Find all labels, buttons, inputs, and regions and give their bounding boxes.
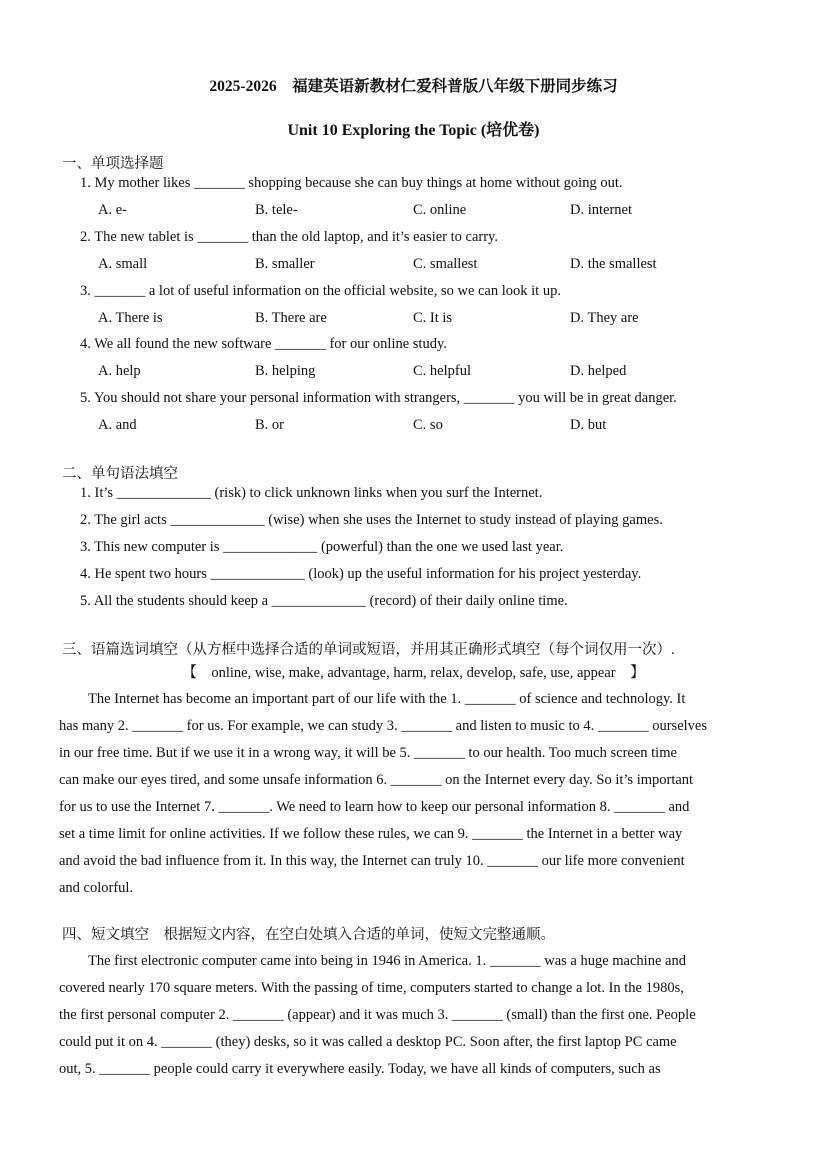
section2-heading: 二、单句语法填空 <box>62 466 178 482</box>
mc-option: D. internet <box>570 202 633 218</box>
mc-option: B. smaller <box>255 256 315 272</box>
passage-line: the first personal computer 2. _______ (appear) and it was much 3. _______ (small) than the first one. People <box>59 1007 696 1023</box>
mc-option: B. There are <box>255 310 327 326</box>
mc-option: A. e- <box>98 202 127 218</box>
passage-line: for us to use the Internet 7. _______. We need to learn how to keep our personal information 8. _______ and <box>59 799 690 815</box>
mc-question-stem: 2. The new tablet is _______ than the old laptop, and it’s easier to carry. <box>80 229 498 245</box>
mc-option: A. small <box>98 256 148 272</box>
passage-line: covered nearly 170 square meters. With the passing of time, computers started to change a lot. In the 1980s, <box>59 980 684 996</box>
mc-question-stem: 5. You should not share your personal information with strangers, _______ you will be in great danger. <box>80 390 677 406</box>
word-box: 【 online, wise, make, advantage, harm, relax, develop, safe, use, appear 】 <box>182 665 645 681</box>
mc-option: D. the smallest <box>570 256 657 272</box>
mc-option: C. online <box>413 202 467 218</box>
mc-option: C. smallest <box>413 256 478 272</box>
grammar-fill-item: 5. All the students should keep a _____________ (record) of their daily online time. <box>80 593 568 609</box>
passage-line: set a time limit for online activities. If we follow these rules, we can 9. _______ the Internet in a better way <box>59 826 683 842</box>
mc-option: B. or <box>255 417 284 433</box>
grammar-fill-item: 4. He spent two hours _____________ (look) up the useful information for his project yesterday. <box>80 566 642 582</box>
cloze-passage <box>59 686 768 902</box>
section1-heading: 一、单项选择题 <box>62 156 164 172</box>
passage-line: in our free time. But if we use it in a wrong way, it will be 5. _______ to our health. Too much screen time <box>59 745 677 761</box>
grammar-fill-item: 3. This new computer is _____________ (powerful) than the one we used last year. <box>80 539 564 555</box>
mc-question-stem: 1. My mother likes _______ shopping because she can buy things at home without going out. <box>80 175 623 191</box>
mc-option: C. It is <box>413 310 453 326</box>
mc-question-stem: 4. We all found the new software _______ for our online study. <box>80 336 447 352</box>
passage-line: and colorful. <box>59 880 134 896</box>
passage-line: can make our eyes tired, and some unsafe information 6. _______ on the Internet every day. So it’s important <box>59 772 694 788</box>
page-title: 2025-2026 福建英语新教材仁爱科普版八年级下册同步练习 <box>209 78 618 95</box>
grammar-fill-item: 2. The girl acts _____________ (wise) when she uses the Internet to study instead of playing games. <box>80 512 663 528</box>
section3-heading: 三、语篇选词填空（从方框中选择合适的单词或短语，并用其正确形式填空（每个词仅用一次）. <box>62 642 675 658</box>
mc-option: B. tele- <box>255 202 298 218</box>
passage-line: could put it on 4. _______ (they) desks, so it was called a desktop PC. Soon after, the first laptop PC came <box>59 1034 677 1050</box>
section4-heading: 四、短文填空 根据短文内容，在空白处填入合适的单词，使短文完整通顺。 <box>62 927 555 943</box>
passage-line: has many 2. _______ for us. For example, we can study 3. _______ and listen to music to 4. _______ ourselves <box>59 718 707 734</box>
mc-option: A. help <box>98 363 141 379</box>
grammar-fill-item: 1. It’s _____________ (risk) to click unknown links when you surf the Internet. <box>80 485 543 501</box>
mc-option: C. helpful <box>413 363 471 379</box>
passage-line: and avoid the bad influence from it. In this way, the Internet can truly 10. _______ our life more convenient <box>59 853 685 869</box>
passage-line: out, 5. _______ people could carry it everywhere easily. Today, we have all kinds of computers, such as <box>59 1061 661 1077</box>
passage-line: The Internet has become an important part of our life with the 1. _______ of science and technology. It <box>88 691 686 707</box>
mc-option: D. helped <box>570 363 627 379</box>
mc-option: B. helping <box>255 363 316 379</box>
mc-option: C. so <box>413 417 443 433</box>
page-subtitle: Unit 10 Exploring the Topic (培优卷) <box>287 122 540 139</box>
mc-option: A. and <box>98 417 137 433</box>
passage-line: The first electronic computer came into being in 1946 in America. 1. _______ was a huge machine and <box>88 953 686 969</box>
mc-option: D. but <box>570 417 607 433</box>
short-passage <box>59 948 768 1083</box>
mc-option: A. There is <box>98 310 163 326</box>
mc-question-stem: 3. _______ a lot of useful information on the official website, so we can look it up. <box>80 283 561 299</box>
mc-option: D. They are <box>570 310 639 326</box>
